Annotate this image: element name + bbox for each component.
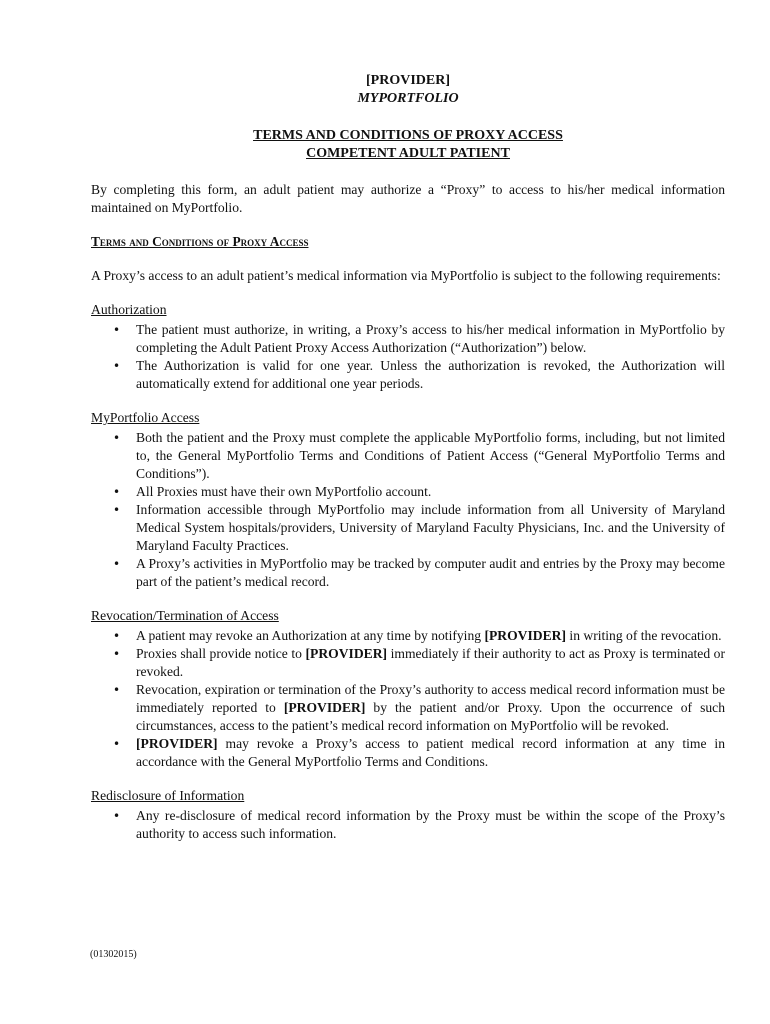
title-line-1: TERMS AND CONDITIONS OF PROXY ACCESS <box>253 128 563 143</box>
provider-placeholder: [PROVIDER] <box>136 736 218 751</box>
list-item <box>91 645 725 681</box>
item-text-post: immediately if their authority to act as Proxy is terminated or revoked. <box>136 646 725 679</box>
document-page <box>91 72 725 843</box>
list-item <box>91 681 725 735</box>
authorization-heading: Authorization <box>91 302 167 317</box>
access-list <box>91 429 725 591</box>
access-heading: MyPortfolio Access <box>91 410 200 425</box>
list-item: • Both the patient and the Proxy must complete the applicable MyPortfolio forms, including, but not limited to, the General MyPortfolio Terms and Conditions of Patient Access (“General MyPortfolio Terms and Conditions”). <box>91 429 725 483</box>
terms-heading: Terms and Conditions of Proxy Access <box>91 234 309 249</box>
provider-placeholder: [PROVIDER] <box>305 646 388 661</box>
form-code: (01302015) <box>90 949 137 960</box>
item-text-pre: Revocation, expiration or termination of the Proxy’s authority to access medical record information must be immediately reported to <box>136 682 725 715</box>
requirements-paragraph: A Proxy’s access to an adult patient’s medical information via MyPortfolio is subject to the following requirements: <box>91 268 721 283</box>
list-item: • A Proxy’s activities in MyPortfolio may be tracked by computer audit and entries by the Proxy may become part of the patient’s medical record. <box>91 555 725 591</box>
list-item: • The Authorization is valid for one year. Unless the authorization is revoked, the Authorization will automatically extend for additional one year periods. <box>91 357 725 393</box>
portal-name: MYPORTFOLIO <box>357 91 459 106</box>
list-item: • The patient must authorize, in writing, a Proxy’s access to his/her medical information in MyPortfolio by completing the Adult Patient Proxy Access Authorization (“Authorization”) below. <box>91 321 725 357</box>
item-text-pre: A patient may revoke an Authorization at any time by notifying <box>136 628 485 643</box>
authorization-list <box>91 321 725 393</box>
list-item: • Information accessible through MyPortfolio may include information from all University of Maryland Medical System hospitals/providers, University of Maryland Faculty Physicians, Inc. and the University of Maryland Faculty Practices. <box>91 501 725 555</box>
title-line-2: COMPETENT ADULT PATIENT <box>306 146 510 161</box>
revocation-list <box>91 627 725 771</box>
redisclosure-list <box>91 807 725 843</box>
item-text-post: by the patient and/or Proxy. Upon the occurrence of such circumstances, access to the patient’s medical record information on MyPortfolio will be revoked. <box>136 700 725 733</box>
item-text-post: in writing of the revocation. <box>566 628 722 643</box>
item-text-post: may revoke a Proxy’s access to patient medical record information at any time in accordance with the General MyPortfolio Terms and Conditions. <box>136 736 725 769</box>
provider-placeholder: [PROVIDER] <box>484 628 567 643</box>
list-item <box>91 627 725 645</box>
redisclosure-heading: Redisclosure of Information <box>91 788 245 803</box>
list-item: • Any re-disclosure of medical record information by the Proxy must be within the scope of the Proxy’s authority to access such information. <box>91 807 725 843</box>
document-header <box>91 72 725 108</box>
item-text-pre: Proxies shall provide notice to <box>136 646 306 661</box>
provider-name: [PROVIDER] <box>366 73 450 88</box>
list-item: • All Proxies must have their own MyPortfolio account. <box>91 483 725 501</box>
intro-paragraph: By completing this form, an adult patient may authorize a “Proxy” to access to his/her medical information maintained on MyPortfolio. <box>91 182 725 215</box>
list-item <box>91 735 725 771</box>
provider-placeholder: [PROVIDER] <box>283 700 366 715</box>
revocation-heading: Revocation/Termination of Access <box>91 608 279 623</box>
document-title <box>91 127 725 163</box>
